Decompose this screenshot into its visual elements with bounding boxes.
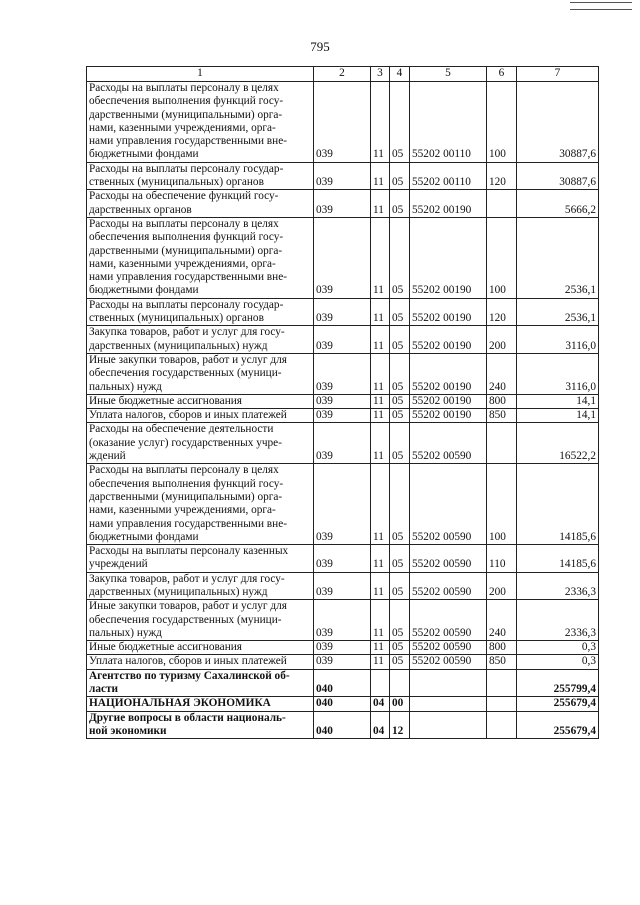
subsection-cell: 00 xyxy=(390,697,410,711)
section-cell: 11 xyxy=(371,82,390,163)
target-article-cell: 55202 00590 xyxy=(410,600,487,641)
header-cell: 4 xyxy=(390,67,410,82)
header-cell: 2 xyxy=(314,67,371,82)
admin-code-cell: 039 xyxy=(314,217,371,298)
amount-cell: 255679,4 xyxy=(517,711,599,739)
item-name-cell xyxy=(87,669,314,697)
expense-type-cell: 120 xyxy=(487,162,517,190)
section-cell: 11 xyxy=(371,423,390,464)
admin-code-cell: 039 xyxy=(314,162,371,190)
table-row xyxy=(87,190,599,218)
item-name-line: нами, казенными учреждениями, орга- xyxy=(89,504,276,517)
section-cell: 11 xyxy=(371,298,390,326)
admin-code-cell: 039 xyxy=(314,82,371,163)
subsection-cell: 05 xyxy=(390,600,410,641)
expense-type-cell: 240 xyxy=(487,353,517,394)
header-cell: 5 xyxy=(410,67,487,82)
subsection-cell: 05 xyxy=(390,217,410,298)
table-row xyxy=(87,697,599,711)
section-cell xyxy=(371,669,390,697)
target-article-cell: 55202 00190 xyxy=(410,394,487,408)
item-name-line: обеспечения выполнения функций госу- xyxy=(89,95,284,108)
admin-code-cell: 039 xyxy=(314,409,371,423)
item-name-line: нами, казенными учреждениями, орга- xyxy=(89,121,276,134)
subsection-cell: 05 xyxy=(390,82,410,163)
subsection-cell: 05 xyxy=(390,353,410,394)
subsection-cell: 05 xyxy=(390,190,410,218)
item-name-line: Расходы на выплаты персоналу в целях xyxy=(89,82,279,94)
subsection-cell: 05 xyxy=(390,655,410,669)
item-name-line: учреждений xyxy=(89,558,148,571)
item-name-line: обеспечения выполнения функций госу- xyxy=(89,231,284,244)
item-name-cell xyxy=(87,353,314,394)
target-article-cell: 55202 00110 xyxy=(410,82,487,163)
target-article-cell: 55202 00190 xyxy=(410,298,487,326)
target-article-cell: 55202 00190 xyxy=(410,190,487,218)
target-article-cell: 55202 00590 xyxy=(410,572,487,600)
subsection-cell: 05 xyxy=(390,298,410,326)
subsection-cell: 05 xyxy=(390,423,410,464)
item-name-line: Уплата налогов, сборов и иных платежей xyxy=(89,655,287,668)
item-name-line: бюджетными фондами xyxy=(89,148,199,161)
item-name-line: пальных) нужд xyxy=(89,626,162,639)
section-cell: 11 xyxy=(371,464,390,545)
admin-code-cell: 039 xyxy=(314,353,371,394)
expense-type-cell: 100 xyxy=(487,464,517,545)
expense-type-cell xyxy=(487,423,517,464)
target-article-cell: 55202 00590 xyxy=(410,423,487,464)
item-name-line: Расходы на выплаты персоналу государ- xyxy=(89,162,284,175)
budget-table xyxy=(86,66,599,739)
amount-cell: 3116,0 xyxy=(517,326,599,354)
target-article-cell: 55202 00590 xyxy=(410,641,487,655)
subsection-cell: 05 xyxy=(390,394,410,408)
target-article-cell: 55202 00110 xyxy=(410,162,487,190)
expense-type-cell: 100 xyxy=(487,217,517,298)
item-name-line: Расходы на выплаты персоналу в целях xyxy=(89,464,279,477)
target-article-cell: 55202 00190 xyxy=(410,409,487,423)
table-row xyxy=(87,655,599,669)
amount-cell: 2336,3 xyxy=(517,572,599,600)
table-row xyxy=(87,641,599,655)
item-name-line: ственных (муниципальных) органов xyxy=(89,312,264,325)
amount-cell: 3116,0 xyxy=(517,353,599,394)
expense-type-cell: 100 xyxy=(487,82,517,163)
item-name-cell xyxy=(87,190,314,218)
section-cell: 11 xyxy=(371,641,390,655)
item-name-line: Уплата налогов, сборов и иных платежей xyxy=(89,409,287,422)
item-name-cell xyxy=(87,600,314,641)
expense-type-cell xyxy=(487,697,517,711)
item-name-cell xyxy=(87,641,314,655)
page-number: 795 xyxy=(310,39,330,54)
admin-code-cell: 039 xyxy=(314,545,371,573)
item-name-line: обеспечения государственных (муници- xyxy=(89,367,282,380)
item-name-cell xyxy=(87,162,314,190)
item-name-line: Расходы на обеспечение функций госу- xyxy=(89,190,279,203)
item-name-line: Другие вопросы в области националь- xyxy=(89,711,286,724)
expense-type-cell: 200 xyxy=(487,326,517,354)
target-article-cell xyxy=(410,669,487,697)
expense-type-cell: 850 xyxy=(487,655,517,669)
table-row xyxy=(87,326,599,354)
subsection-cell: 05 xyxy=(390,409,410,423)
target-article-cell: 55202 00190 xyxy=(410,353,487,394)
expense-type-cell xyxy=(487,711,517,739)
item-name-cell xyxy=(87,464,314,545)
item-name-line: Агентство по туризму Сахалинской об- xyxy=(89,669,290,682)
amount-cell: 255799,4 xyxy=(517,669,599,697)
subsection-cell xyxy=(390,669,410,697)
admin-code-cell: 040 xyxy=(314,669,371,697)
item-name-line: Закупка товаров, работ и услуг для госу- xyxy=(89,326,285,339)
section-cell: 11 xyxy=(371,655,390,669)
item-name-line: нами управления государственными вне- xyxy=(89,271,287,284)
subsection-cell: 05 xyxy=(390,162,410,190)
amount-cell: 16522,2 xyxy=(517,423,599,464)
amount-cell: 30887,6 xyxy=(517,82,599,163)
item-name-cell xyxy=(87,217,314,298)
item-name-cell xyxy=(87,655,314,669)
item-name-line: дарственных органов xyxy=(89,203,192,216)
item-name-line: бюджетными фондами xyxy=(89,284,199,297)
amount-cell: 14185,6 xyxy=(517,464,599,545)
table-row xyxy=(87,298,599,326)
table-row xyxy=(87,394,599,408)
table-row xyxy=(87,572,599,600)
amount-cell: 5666,2 xyxy=(517,190,599,218)
item-name-line: Закупка товаров, работ и услуг для госу- xyxy=(89,572,285,585)
table-row xyxy=(87,409,599,423)
amount-cell: 2536,1 xyxy=(517,298,599,326)
item-name-cell xyxy=(87,82,314,163)
item-name-line: Иные закупки товаров, работ и услуг для xyxy=(89,600,287,613)
expense-type-cell: 120 xyxy=(487,298,517,326)
item-name-line: обеспечения выполнения функций госу- xyxy=(89,477,284,490)
header-cell: 7 xyxy=(517,67,599,82)
expense-type-cell xyxy=(487,669,517,697)
item-name-line: Расходы на обеспечение деятельности xyxy=(89,423,274,436)
section-cell: 11 xyxy=(371,162,390,190)
item-name-cell xyxy=(87,423,314,464)
amount-cell: 14185,6 xyxy=(517,545,599,573)
admin-code-cell: 039 xyxy=(314,464,371,545)
header-cell: 1 xyxy=(87,67,314,82)
item-name-cell xyxy=(87,394,314,408)
item-name-line: Иные закупки товаров, работ и услуг для xyxy=(89,353,287,366)
table-body xyxy=(87,82,599,739)
subsection-cell: 05 xyxy=(390,641,410,655)
item-name-line: дарственными (муниципальными) орга- xyxy=(89,490,283,503)
target-article-cell: 55202 00590 xyxy=(410,545,487,573)
item-name-line: дарственных (муниципальных) нужд xyxy=(89,585,268,598)
amount-cell: 2536,1 xyxy=(517,217,599,298)
amount-cell: 255679,4 xyxy=(517,697,599,711)
subsection-cell: 05 xyxy=(390,572,410,600)
table-row xyxy=(87,162,599,190)
table-row xyxy=(87,711,599,739)
section-cell: 11 xyxy=(371,545,390,573)
section-cell: 11 xyxy=(371,353,390,394)
section-cell: 11 xyxy=(371,217,390,298)
expense-type-cell xyxy=(487,190,517,218)
subsection-cell: 05 xyxy=(390,326,410,354)
item-name-line: Расходы на выплаты персоналу в целях xyxy=(89,217,279,230)
admin-code-cell: 039 xyxy=(314,394,371,408)
section-cell: 04 xyxy=(371,711,390,739)
item-name-line: дарственными (муниципальными) орга- xyxy=(89,244,283,257)
table-row xyxy=(87,669,599,697)
table-row xyxy=(87,217,599,298)
item-name-line: ственных (муниципальных) органов xyxy=(89,176,264,189)
admin-code-cell: 039 xyxy=(314,326,371,354)
item-name-line: Расходы на выплаты персоналу государ- xyxy=(89,298,284,311)
item-name-line: ной экономики xyxy=(89,724,167,737)
header-cell: 3 xyxy=(371,67,390,82)
item-name-cell xyxy=(87,298,314,326)
target-article-cell: 55202 00590 xyxy=(410,464,487,545)
section-cell: 11 xyxy=(371,394,390,408)
expense-type-cell: 200 xyxy=(487,572,517,600)
amount-cell: 0,3 xyxy=(517,655,599,669)
target-article-cell xyxy=(410,711,487,739)
admin-code-cell: 039 xyxy=(314,600,371,641)
admin-code-cell: 039 xyxy=(314,190,371,218)
item-name-line: нами управления государственными вне- xyxy=(89,517,287,530)
expense-type-cell: 110 xyxy=(487,545,517,573)
item-name-cell xyxy=(87,711,314,739)
header-row xyxy=(87,67,599,82)
table-row xyxy=(87,353,599,394)
target-article-cell: 55202 00190 xyxy=(410,326,487,354)
item-name-line: обеспечения государственных (муници- xyxy=(89,613,282,626)
item-name-line: бюджетными фондами xyxy=(89,530,199,543)
item-name-line: НАЦИОНАЛЬНАЯ ЭКОНОМИКА xyxy=(89,697,271,710)
amount-cell: 14,1 xyxy=(517,394,599,408)
item-name-line: Расходы на выплаты персоналу казенных xyxy=(89,545,289,558)
item-name-line: дарственных (муниципальных) нужд xyxy=(89,339,268,352)
expense-type-cell: 850 xyxy=(487,409,517,423)
item-name-line: дарственными (муниципальными) орга- xyxy=(89,108,283,121)
item-name-cell xyxy=(87,409,314,423)
subsection-cell: 05 xyxy=(390,545,410,573)
section-cell: 11 xyxy=(371,572,390,600)
section-cell: 11 xyxy=(371,409,390,423)
item-name-line: ждений xyxy=(89,450,126,463)
item-name-line: нами управления государственными вне- xyxy=(89,135,287,148)
section-cell: 04 xyxy=(371,697,390,711)
corner-mark xyxy=(570,2,632,10)
item-name-cell xyxy=(87,545,314,573)
table-row xyxy=(87,82,599,163)
table-row xyxy=(87,545,599,573)
target-article-cell: 55202 00590 xyxy=(410,655,487,669)
item-name-cell xyxy=(87,572,314,600)
subsection-cell: 05 xyxy=(390,464,410,545)
admin-code-cell: 039 xyxy=(314,655,371,669)
admin-code-cell: 040 xyxy=(314,711,371,739)
target-article-cell xyxy=(410,697,487,711)
amount-cell: 2336,3 xyxy=(517,600,599,641)
admin-code-cell: 039 xyxy=(314,423,371,464)
target-article-cell: 55202 00190 xyxy=(410,217,487,298)
section-cell: 11 xyxy=(371,326,390,354)
item-name-line: ласти xyxy=(89,683,119,696)
expense-type-cell: 800 xyxy=(487,641,517,655)
expense-type-cell: 800 xyxy=(487,394,517,408)
item-name-line: (оказание услуг) государственных учре- xyxy=(89,436,282,449)
section-cell: 11 xyxy=(371,190,390,218)
item-name-line: Иные бюджетные ассигнования xyxy=(89,641,242,654)
admin-code-cell: 039 xyxy=(314,641,371,655)
admin-code-cell: 039 xyxy=(314,572,371,600)
subsection-cell: 12 xyxy=(390,711,410,739)
expense-type-cell: 240 xyxy=(487,600,517,641)
amount-cell: 0,3 xyxy=(517,641,599,655)
amount-cell: 14,1 xyxy=(517,409,599,423)
table-row xyxy=(87,600,599,641)
section-cell: 11 xyxy=(371,600,390,641)
table-row xyxy=(87,423,599,464)
admin-code-cell: 039 xyxy=(314,298,371,326)
item-name-cell xyxy=(87,326,314,354)
header-cell: 6 xyxy=(487,67,517,82)
admin-code-cell: 040 xyxy=(314,697,371,711)
item-name-line: пальных) нужд xyxy=(89,380,162,393)
item-name-line: Иные бюджетные ассигнования xyxy=(89,394,242,407)
item-name-cell xyxy=(87,697,314,711)
item-name-line: нами, казенными учреждениями, орга- xyxy=(89,257,276,270)
amount-cell: 30887,6 xyxy=(517,162,599,190)
table-row xyxy=(87,464,599,545)
